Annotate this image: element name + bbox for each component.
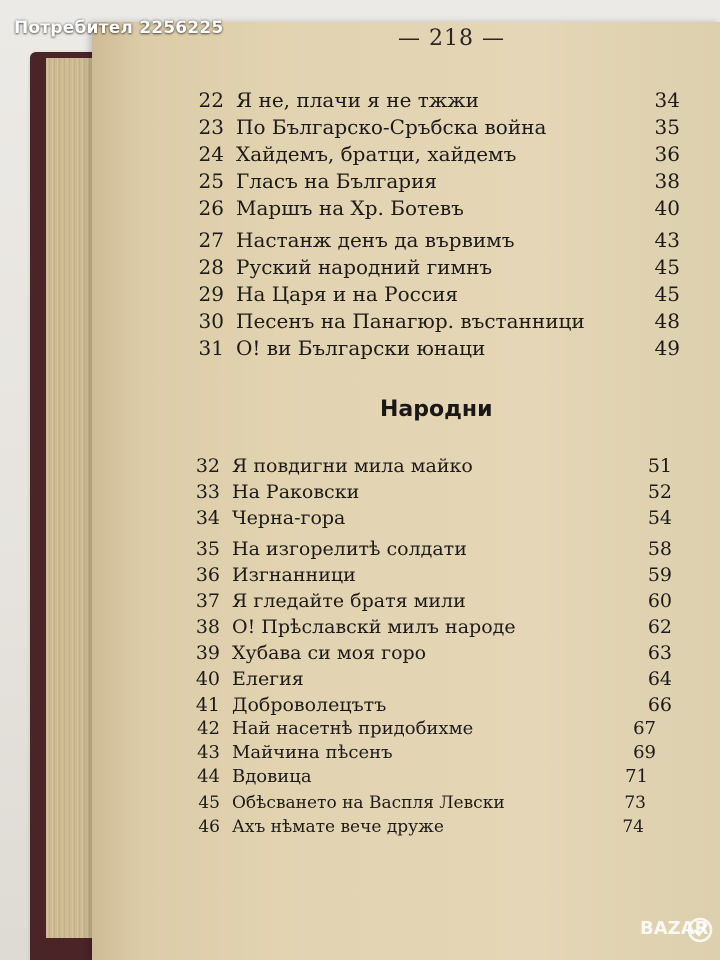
toc-entry-number: 25 — [198, 169, 224, 193]
toc-entry-number: 46 — [198, 817, 220, 837]
toc-entry-title: Вдовица — [232, 766, 312, 787]
toc-entry-title: Руский народний гимнъ — [236, 255, 493, 279]
toc-entry-26 — [0, 196, 720, 224]
toc-entry-number: 34 — [195, 507, 220, 529]
toc-entry-number: 42 — [197, 718, 220, 739]
toc-entry-title: Настанж денъ да вървимъ — [236, 228, 515, 252]
toc-entry-title: Маршъ на Хр. Ботевъ — [236, 196, 464, 220]
toc-entry-number: 31 — [198, 336, 224, 360]
toc-entry-title: На Царя и на Россия — [236, 282, 459, 306]
toc-entry-46 — [0, 817, 720, 845]
toc-entry-37 — [0, 590, 720, 618]
toc-entry-page: 54 — [647, 507, 672, 529]
toc-entry-page: 40 — [654, 196, 680, 220]
toc-entry-title: По Българско-Сръбска война — [236, 115, 547, 139]
toc-entry-title: Я повдигни мила майко — [232, 455, 473, 477]
toc-entry-page: 73 — [624, 793, 646, 813]
toc-entry-30 — [0, 309, 720, 337]
toc-entry-page: 64 — [647, 668, 672, 690]
toc-entry-page: 69 — [633, 742, 656, 763]
toc-entry-34 — [0, 507, 720, 535]
toc-entry-title: Хайдемъ, братци, хайдемъ — [236, 142, 517, 166]
toc-entry-page: 66 — [647, 694, 672, 716]
username-overlay: Потребител 2256225 — [14, 18, 224, 38]
toc-entry-number: 24 — [198, 142, 224, 166]
toc-entry-page: 34 — [654, 88, 680, 112]
toc-entry-22 — [0, 88, 720, 116]
toc-entry-page: 71 — [625, 766, 648, 787]
toc-entry-title: Песенъ на Панагюр. въстанници — [236, 309, 585, 333]
section-heading: Народни — [380, 397, 493, 422]
toc-entry-page: 36 — [654, 142, 680, 166]
toc-entry-title: Най насетнѣ придобихме — [232, 718, 474, 739]
toc-entry-number: 38 — [195, 616, 220, 638]
toc-entry-page: 45 — [654, 255, 680, 279]
toc-entry-number: 36 — [195, 564, 220, 586]
toc-entry-39 — [0, 642, 720, 670]
toc-entry-number: 33 — [195, 481, 220, 503]
toc-entry-number: 28 — [198, 255, 224, 279]
toc-entry-29 — [0, 282, 720, 310]
toc-entry-number: 23 — [198, 115, 224, 139]
toc-entry-31 — [0, 336, 720, 364]
toc-entry-number: 39 — [195, 642, 220, 664]
toc-entry-number: 30 — [198, 309, 224, 333]
toc-entry-number: 32 — [195, 455, 220, 477]
toc-entry-title: На Раковски — [232, 481, 360, 503]
toc-entry-38 — [0, 616, 720, 644]
toc-entry-title: Елегия — [232, 668, 304, 690]
toc-entry-page: 49 — [654, 336, 680, 360]
page-number: — 218 — — [398, 26, 505, 51]
toc-entry-number: 37 — [195, 590, 220, 612]
toc-entry-title: О! Прѣславскй милъ народе — [232, 616, 516, 638]
toc-entry-title: Гласъ на България — [236, 169, 438, 193]
toc-entry-28 — [0, 255, 720, 283]
toc-entry-number: 26 — [198, 196, 224, 220]
toc-entry-number: 43 — [197, 742, 220, 763]
toc-entry-page: 43 — [654, 228, 680, 252]
toc-entry-page: 51 — [647, 455, 672, 477]
toc-entry-title: Я не, плачи я не тжжи — [236, 88, 479, 112]
toc-entry-title: Добровoлецътъ — [232, 694, 387, 716]
toc-entry-title: На изгорелитѣ солдати — [232, 538, 467, 560]
toc-entry-title: Хубава си моя горо — [232, 642, 427, 664]
toc-entry-page: 62 — [647, 616, 672, 638]
toc-entry-title: Черна-гора — [232, 507, 346, 529]
toc-entry-number: 27 — [198, 228, 224, 252]
toc-entry-25 — [0, 169, 720, 197]
toc-entry-35 — [0, 538, 720, 566]
toc-entry-page: 60 — [647, 590, 672, 612]
toc-entry-page: 45 — [654, 282, 680, 306]
toc-entry-page: 63 — [647, 642, 672, 664]
toc-entry-number: 44 — [197, 766, 220, 787]
toc-entry-32 — [0, 455, 720, 483]
toc-entry-27 — [0, 228, 720, 256]
toc-entry-title: О! ви Български юнаци — [236, 336, 486, 360]
toc-entry-page: 35 — [654, 115, 680, 139]
toc-entry-number: 22 — [198, 88, 224, 112]
toc-entry-24 — [0, 142, 720, 170]
toc-entry-page: 58 — [647, 538, 672, 560]
toc-entry-33 — [0, 481, 720, 509]
watermark-logo — [622, 910, 714, 950]
toc-entry-page: 59 — [647, 564, 672, 586]
toc-entry-title: Ахъ нѣмате вече друже — [232, 817, 444, 837]
toc-entry-title: Обѣсването на Васпля Левски — [232, 793, 505, 813]
toc-entry-number: 41 — [195, 694, 220, 716]
toc-entry-page: 38 — [654, 169, 680, 193]
toc-entry-number: 40 — [195, 668, 220, 690]
toc-entry-40 — [0, 668, 720, 696]
toc-entry-page: 52 — [647, 481, 672, 503]
toc-entry-number: 45 — [198, 793, 220, 813]
toc-entry-number: 29 — [198, 282, 224, 306]
toc-entry-title: Изгнанници — [232, 564, 356, 586]
toc-entry-title: Майчина пѣсенъ — [232, 742, 393, 763]
toc-entry-title: Я гледайте братя мили — [232, 590, 466, 612]
toc-entry-36 — [0, 564, 720, 592]
toc-entry-number: 35 — [195, 538, 220, 560]
toc-entry-23 — [0, 115, 720, 143]
toc-entry-page: 48 — [654, 309, 680, 333]
watermark-text: BAZAR — [640, 918, 709, 939]
toc-entry-page: 74 — [622, 817, 644, 837]
toc-entry-44 — [0, 766, 720, 794]
toc-entry-page: 67 — [633, 718, 656, 739]
